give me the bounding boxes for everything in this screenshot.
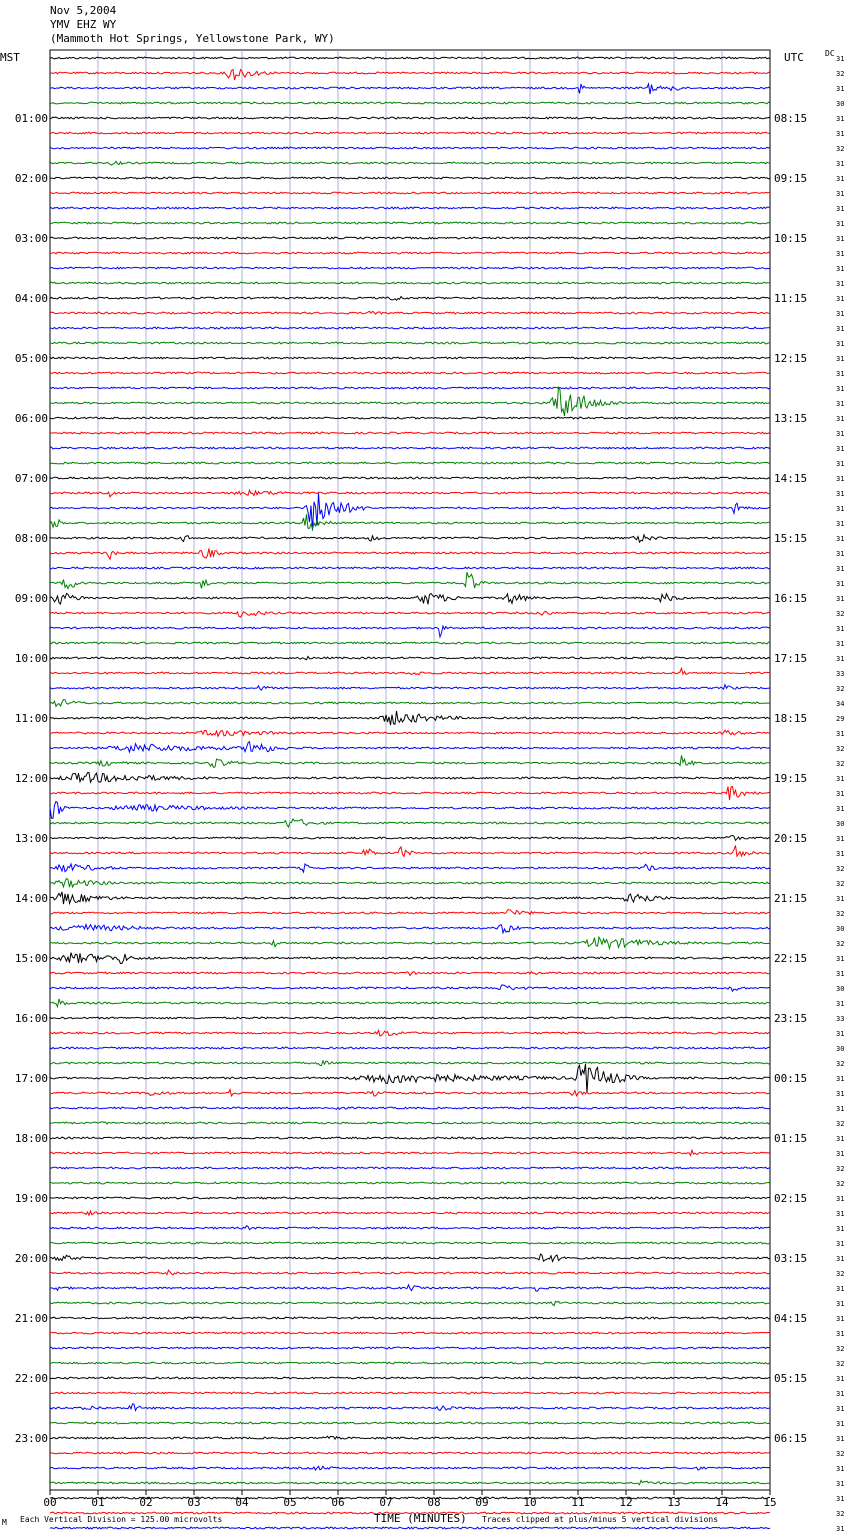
dc-offset-label: 31: [836, 1330, 845, 1338]
x-tick-label: 14: [715, 1496, 729, 1509]
seismic-trace: [50, 864, 770, 872]
seismic-trace: [50, 70, 770, 80]
seismic-trace: [50, 1301, 770, 1305]
right-hour-label: 10:15: [774, 232, 808, 245]
seismic-trace: [50, 1211, 770, 1215]
x-tick-label: 01: [91, 1496, 105, 1509]
dc-offset-label: 32: [836, 1510, 845, 1518]
seismic-trace: [50, 700, 770, 707]
dc-offset-label: 32: [836, 1180, 845, 1188]
right-hour-label: 14:15: [774, 472, 808, 485]
x-tick-label: 00: [43, 1496, 57, 1509]
dc-offset-label: 30: [836, 820, 845, 828]
seismic-trace: [50, 668, 770, 674]
seismic-trace: [50, 742, 770, 752]
dc-offset-label: 31: [836, 1000, 845, 1008]
dc-offset-label: 32: [836, 610, 845, 618]
seismic-trace: [50, 1182, 770, 1184]
scale-note: Each Vertical Division = 125.00 microvolts: [20, 1515, 223, 1524]
plot-date: Nov 5,2004: [50, 4, 117, 17]
x-tick-label: 04: [235, 1496, 249, 1509]
seismic-trace: [50, 535, 770, 542]
dc-offset-label: 32: [836, 1450, 845, 1458]
right-hour-label: 18:15: [774, 712, 808, 725]
seismic-trace: [50, 84, 770, 94]
footer-mark: M: [2, 1518, 7, 1527]
seismic-trace: [50, 1122, 770, 1124]
seismic-trace: [50, 1017, 770, 1019]
seismic-trace: [50, 1064, 770, 1093]
dc-offset-label: 31: [836, 490, 845, 498]
right-hour-label: 23:15: [774, 1012, 808, 1025]
dc-offset-label: 31: [836, 1255, 845, 1263]
dc-offset-label: 32: [836, 1270, 845, 1278]
x-tick-label: 15: [763, 1496, 777, 1509]
right-hour-label: 08:15: [774, 112, 808, 125]
dc-offset-label: 30: [836, 1045, 845, 1053]
left-hour-label: 09:00: [14, 592, 48, 605]
left-hour-label: 06:00: [14, 412, 48, 425]
dc-offset-label: 31: [836, 1495, 845, 1503]
dc-offset-label: 31: [836, 1195, 845, 1203]
left-hour-label: 10:00: [14, 652, 48, 665]
seismic-trace: [50, 1527, 770, 1529]
left-hour-label: 15:00: [14, 952, 48, 965]
seismic-trace: [50, 477, 770, 479]
seismic-trace: [50, 1047, 770, 1049]
left-hour-label: 05:00: [14, 352, 48, 365]
seismic-trace: [50, 1480, 770, 1484]
seismic-trace: [50, 685, 770, 691]
right-hour-label: 05:15: [774, 1372, 808, 1385]
x-tick-label: 05: [283, 1496, 297, 1509]
seismic-trace: [50, 237, 770, 239]
dc-offset-label: 33: [836, 1015, 845, 1023]
seismic-trace: [50, 117, 770, 119]
seismic-trace: [50, 1107, 770, 1109]
dc-offset-label: 31: [836, 310, 845, 318]
dc-offset-label: 31: [836, 355, 845, 363]
seismic-trace: [50, 819, 770, 827]
seismic-trace: [50, 1285, 770, 1291]
dc-offset-label: 31: [836, 655, 845, 663]
seismic-trace: [50, 802, 770, 819]
dc-offset-label: 32: [836, 880, 845, 888]
seismic-trace: [50, 642, 770, 644]
right-hour-label: 15:15: [774, 532, 808, 545]
left-hour-label: 01:00: [14, 112, 48, 125]
right-hour-label: 03:15: [774, 1252, 808, 1265]
seismic-trace: [50, 514, 770, 529]
dc-offset-label: 31: [836, 730, 845, 738]
station-location: (Mammoth Hot Springs, Yellowstone Park, WY): [50, 32, 335, 45]
left-hour-label: 20:00: [14, 1252, 48, 1265]
seismic-trace: [50, 611, 770, 617]
seismic-trace: [50, 985, 770, 991]
seismic-trace: [50, 342, 770, 344]
seismic-trace: [50, 1347, 770, 1349]
dc-offset-label: 32: [836, 1060, 845, 1068]
left-hour-label: 21:00: [14, 1312, 48, 1325]
seismic-trace: [50, 846, 770, 857]
dc-offset-label: 31: [836, 430, 845, 438]
dc-offset-label: 32: [836, 145, 845, 153]
dc-offset-label: 31: [836, 190, 845, 198]
x-tick-label: 07: [379, 1496, 393, 1509]
x-tick-label: 08: [427, 1496, 441, 1509]
dc-offset-label: 30: [836, 100, 845, 108]
seismic-trace: [50, 567, 770, 569]
seismic-trace: [50, 1466, 770, 1470]
right-hour-label: 09:15: [774, 172, 808, 185]
right-hour-label: 12:15: [774, 352, 808, 365]
dc-offset-label: 31: [836, 175, 845, 183]
seismic-trace: [50, 711, 770, 725]
station-code: YMV EHZ WY: [50, 18, 117, 31]
dc-offset-label: 31: [836, 1465, 845, 1473]
x-tick-label: 12: [619, 1496, 633, 1509]
right-hour-label: 02:15: [774, 1192, 808, 1205]
dc-offset-label: 31: [836, 1240, 845, 1248]
seismic-trace: [50, 1242, 770, 1244]
dc-offset-label: 31: [836, 160, 845, 168]
left-hour-label: 22:00: [14, 1372, 48, 1385]
seismic-trace: [50, 1061, 770, 1066]
right-hour-label: 04:15: [774, 1312, 808, 1325]
clip-note: Traces clipped at plus/minus 5 vertical divisions: [482, 1515, 719, 1524]
seismic-trace: [50, 132, 770, 134]
seismic-trace: [50, 417, 770, 419]
dc-offset-label: 31: [836, 415, 845, 423]
dc-offset-label: 31: [836, 1090, 845, 1098]
dc-offset-label: 31: [836, 1075, 845, 1083]
right-hour-label: 22:15: [774, 952, 808, 965]
left-hour-label: 19:00: [14, 1192, 48, 1205]
right-hour-label: 17:15: [774, 652, 808, 665]
left-hour-label: 03:00: [14, 232, 48, 245]
dc-offset-label: 31: [836, 895, 845, 903]
seismic-trace: [50, 1404, 770, 1411]
dc-offset-label: 34: [836, 700, 845, 708]
plot-frame: [50, 50, 770, 1490]
seismic-trace: [50, 372, 770, 374]
dc-offset-label: 31: [836, 1300, 845, 1308]
seismic-trace: [50, 1317, 770, 1319]
dc-offset-label: 31: [836, 1135, 845, 1143]
seismic-trace: [50, 493, 770, 530]
left-hour-label: 08:00: [14, 532, 48, 545]
right-hour-label: 06:15: [774, 1432, 808, 1445]
seismic-trace: [50, 1452, 770, 1454]
seismic-trace: [50, 1270, 770, 1275]
dc-offset-label: 31: [836, 1105, 845, 1113]
dc-offset-label: 31: [836, 1525, 845, 1533]
seismic-trace: [50, 311, 770, 314]
x-tick-label: 06: [331, 1496, 345, 1509]
dc-offset-label: 30: [836, 985, 845, 993]
dc-offset-header: DC: [825, 49, 835, 58]
seismic-trace: [50, 999, 770, 1007]
seismic-traces: [50, 57, 770, 1534]
dc-offset-label: 32: [836, 685, 845, 693]
dc-offset-label: 31: [836, 835, 845, 843]
seismic-trace: [50, 432, 770, 434]
dc-offset-label: 31: [836, 55, 845, 63]
dc-offset-label: 31: [836, 370, 845, 378]
left-hour-label: 11:00: [14, 712, 48, 725]
right-hour-label: 20:15: [774, 832, 808, 845]
left-hour-label: 14:00: [14, 892, 48, 905]
dc-offset-label: 31: [836, 640, 845, 648]
dc-offset-label: 31: [836, 460, 845, 468]
dc-offset-label: 31: [836, 115, 845, 123]
seismic-trace: [50, 357, 770, 359]
x-tick-label: 13: [667, 1496, 681, 1509]
dc-offset-label: 32: [836, 940, 845, 948]
left-hour-label: 02:00: [14, 172, 48, 185]
dc-offset-label: 31: [836, 85, 845, 93]
dc-offset-label: 31: [836, 505, 845, 513]
dc-offset-label: 31: [836, 1480, 845, 1488]
seismic-trace: [50, 892, 770, 904]
x-tick-label: 02: [139, 1496, 153, 1509]
dc-offset-label: 31: [836, 1225, 845, 1233]
dc-offset-label: 31: [836, 970, 845, 978]
dc-offset-label: 31: [836, 280, 845, 288]
dc-offset-label: 32: [836, 865, 845, 873]
seismic-trace: [50, 161, 770, 165]
seismic-trace: [50, 207, 770, 209]
dc-offset-label: 29: [836, 715, 845, 723]
seismic-trace: [50, 835, 770, 840]
dc-offset-label: 31: [836, 445, 845, 453]
seismic-trace: [50, 1332, 770, 1334]
dc-offset-label: 31: [836, 955, 845, 963]
seismic-trace: [50, 548, 770, 559]
seismic-trace: [50, 490, 770, 497]
dc-offset-label: 31: [836, 385, 845, 393]
seismic-trace: [50, 147, 770, 149]
seismic-trace: [50, 267, 770, 269]
left-hour-label: 07:00: [14, 472, 48, 485]
seismic-trace: [50, 57, 770, 59]
dc-offset-label: 31: [836, 535, 845, 543]
dc-offset-label: 31: [836, 295, 845, 303]
seismic-trace: [50, 787, 770, 801]
left-hour-label: 18:00: [14, 1132, 48, 1145]
dc-offset-label: 31: [836, 340, 845, 348]
dc-offset-label: 31: [836, 1405, 845, 1413]
dc-offset-label: 32: [836, 1165, 845, 1173]
left-hour-label: 17:00: [14, 1072, 48, 1085]
plot-grid: [50, 50, 770, 1490]
right-hour-label: 19:15: [774, 772, 808, 785]
seismic-trace: [50, 1254, 770, 1261]
dc-offset-label: 31: [836, 790, 845, 798]
seismic-trace: [50, 1090, 770, 1097]
dc-offset-label: 31: [836, 220, 845, 228]
dc-offset-label: 32: [836, 910, 845, 918]
seismic-trace: [50, 656, 770, 659]
left-hour-label: 16:00: [14, 1012, 48, 1025]
seismic-trace: [50, 327, 770, 329]
seismic-trace: [50, 102, 770, 104]
seismic-trace: [50, 925, 770, 933]
seismic-trace: [50, 1030, 770, 1036]
axis-labels: [15, 55, 845, 1534]
left-hour-label: 13:00: [14, 832, 48, 845]
dc-offset-label: 31: [836, 235, 845, 243]
dc-offset-label: 31: [836, 325, 845, 333]
x-axis-title: TIME (MINUTES): [374, 1512, 467, 1525]
dc-offset-label: 31: [836, 1315, 845, 1323]
dc-offset-label: 31: [836, 265, 845, 273]
dc-offset-label: 31: [836, 205, 845, 213]
dc-offset-label: 31: [836, 1150, 845, 1158]
dc-offset-label: 31: [836, 1285, 845, 1293]
dc-offset-label: 31: [836, 850, 845, 858]
dc-offset-label: 31: [836, 565, 845, 573]
dc-offset-label: 32: [836, 745, 845, 753]
seismic-trace: [50, 1167, 770, 1169]
dc-offset-label: 31: [836, 520, 845, 528]
seismic-trace: [50, 1362, 770, 1364]
seismic-trace: [50, 447, 770, 449]
seismic-trace: [50, 1197, 770, 1199]
dc-offset-label: 31: [836, 1030, 845, 1038]
seismic-trace: [50, 1377, 770, 1379]
right-hour-label: 21:15: [774, 892, 808, 905]
dc-offset-label: 30: [836, 925, 845, 933]
dc-offset-label: 31: [836, 1420, 845, 1428]
x-tick-label: 10: [523, 1496, 537, 1509]
seismic-trace: [50, 1497, 770, 1499]
dc-offset-label: 31: [836, 1210, 845, 1218]
dc-offset-label: 32: [836, 70, 845, 78]
dc-offset-label: 31: [836, 1435, 845, 1443]
seismic-trace: [50, 222, 770, 224]
left-timezone-label: MST: [0, 51, 20, 64]
seismic-trace: [50, 953, 770, 964]
x-tick-label: 09: [475, 1496, 489, 1509]
seismic-trace: [50, 1436, 770, 1439]
dc-offset-label: 31: [836, 805, 845, 813]
dc-offset-label: 31: [836, 550, 845, 558]
seismic-trace: [50, 387, 770, 389]
dc-offset-label: 31: [836, 1390, 845, 1398]
dc-offset-label: 31: [836, 475, 845, 483]
right-hour-label: 01:15: [774, 1132, 808, 1145]
left-hour-label: 12:00: [14, 772, 48, 785]
seismic-trace: [50, 192, 770, 194]
seismic-trace: [50, 1137, 770, 1139]
x-tick-label: 11: [571, 1496, 585, 1509]
dc-offset-label: 31: [836, 130, 845, 138]
right-hour-label: 11:15: [774, 292, 808, 305]
right-hour-label: 00:15: [774, 1072, 808, 1085]
seismic-trace: [50, 387, 770, 416]
seismic-trace: [50, 773, 770, 783]
seismic-trace: [50, 1150, 770, 1155]
dc-offset-label: 31: [836, 625, 845, 633]
dc-offset-label: 31: [836, 1375, 845, 1383]
seismic-trace: [50, 910, 770, 915]
seismic-trace: [50, 572, 770, 588]
dc-offset-label: 32: [836, 1120, 845, 1128]
dc-offset-label: 31: [836, 400, 845, 408]
seismic-trace: [50, 462, 770, 464]
dc-offset-label: 31: [836, 250, 845, 258]
seismic-trace: [50, 282, 770, 284]
seismic-trace: [50, 626, 770, 637]
seismic-trace: [50, 252, 770, 254]
seismic-trace: [50, 972, 770, 976]
right-timezone-label: UTC: [784, 51, 804, 64]
dc-offset-label: 31: [836, 595, 845, 603]
dc-offset-label: 32: [836, 1360, 845, 1368]
left-hour-label: 23:00: [14, 1432, 48, 1445]
dc-offset-label: 32: [836, 760, 845, 768]
right-hour-label: 16:15: [774, 592, 808, 605]
seismic-trace: [50, 755, 770, 767]
seismic-trace: [50, 177, 770, 179]
dc-offset-label: 31: [836, 580, 845, 588]
seismic-trace: [50, 1422, 770, 1424]
left-hour-label: 04:00: [14, 292, 48, 305]
seismic-trace: [50, 1226, 770, 1230]
seismic-trace: [50, 297, 770, 301]
seismic-trace: [50, 937, 770, 948]
seismic-trace: [50, 593, 770, 604]
dc-offset-label: 31: [836, 775, 845, 783]
right-hour-label: 13:15: [774, 412, 808, 425]
dc-offset-label: 33: [836, 670, 845, 678]
seismic-trace: [50, 1392, 770, 1394]
dc-offset-label: 32: [836, 1345, 845, 1353]
seismic-trace: [50, 878, 770, 887]
x-tick-label: 03: [187, 1496, 201, 1509]
seismic-trace: [50, 730, 770, 736]
